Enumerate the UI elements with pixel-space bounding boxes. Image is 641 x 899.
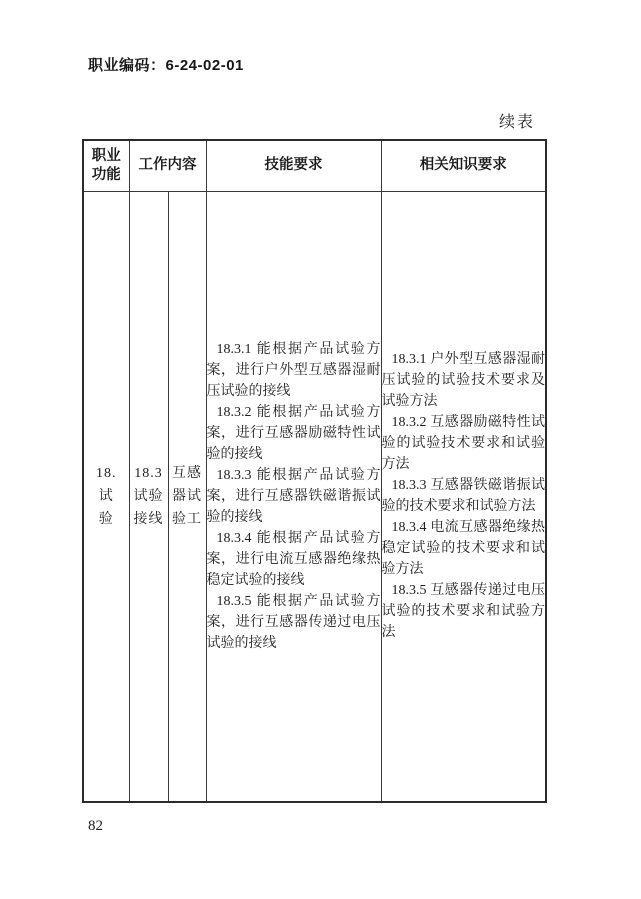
- task-text-line: 试验: [133, 488, 164, 504]
- header-skill-requirements: 技能要求: [206, 140, 381, 191]
- knowledge-requirement-item: 18.3.1 户外型互感器湿耐压试验的试验技术要求及试验方法: [381, 352, 545, 410]
- skill-requirement-item: 18.3.1 能根据产品试验方案，进行户外型互感器湿耐压试验的接线: [206, 341, 381, 399]
- role-text-line: 验工: [172, 511, 202, 527]
- role-text-line: 器试: [172, 488, 202, 504]
- task-text-line: 18.3: [134, 465, 163, 481]
- function-text-line: 试: [98, 488, 114, 504]
- role-text-line: 互感: [172, 465, 202, 481]
- function-text-line: 验: [98, 511, 114, 527]
- requirements-table: [82, 139, 547, 803]
- header-work-content: 工作内容: [129, 140, 206, 191]
- task-text-line: 接线: [133, 511, 164, 527]
- header-knowledge-requirements: 相关知识要求: [381, 140, 546, 191]
- cell-skill-requirements: [206, 191, 381, 802]
- function-text-line: 18.: [96, 465, 117, 481]
- continued-table-label: 续表: [498, 114, 535, 131]
- skill-requirement-item: 18.3.4 能根据产品试验方案，进行电流互感器绝缘热稳定试验的接线: [206, 530, 381, 588]
- knowledge-requirement-item: 18.3.4 电流互感器绝缘热稳定试验的技术要求和试验方法: [381, 520, 545, 578]
- cell-occupational-function: [83, 191, 129, 802]
- table-body-row: [83, 191, 546, 802]
- cell-knowledge-requirements: [381, 191, 546, 802]
- occupation-code-label: 职业编码：6-24-02-01: [88, 57, 244, 74]
- skill-requirement-item: 18.3.2 能根据产品试验方案，进行互感器励磁特性试验的接线: [206, 404, 381, 462]
- skill-requirement-item: 18.3.5 能根据产品试验方案，进行互感器传递过电压试验的接线: [206, 593, 381, 651]
- page-number: 82: [88, 818, 103, 834]
- knowledge-requirement-item: 18.3.5 互感器传递过电压试验的技术要求和试验方法: [381, 583, 545, 641]
- knowledge-requirement-item: 18.3.2 互感器励磁特性试验的试验技术要求和试验方法: [381, 415, 545, 473]
- knowledge-requirement-item: 18.3.3 互感器铁磁谐振试验的技术要求和试验方法: [381, 478, 545, 515]
- cell-work-content-task: [129, 191, 168, 802]
- header-occupational-function: 职业功能: [83, 140, 129, 191]
- table-header-row: [83, 140, 546, 191]
- skill-requirement-item: 18.3.3 能根据产品试验方案，进行互感器铁磁谐振试验的接线: [206, 467, 381, 525]
- cell-work-content-role: [168, 191, 206, 802]
